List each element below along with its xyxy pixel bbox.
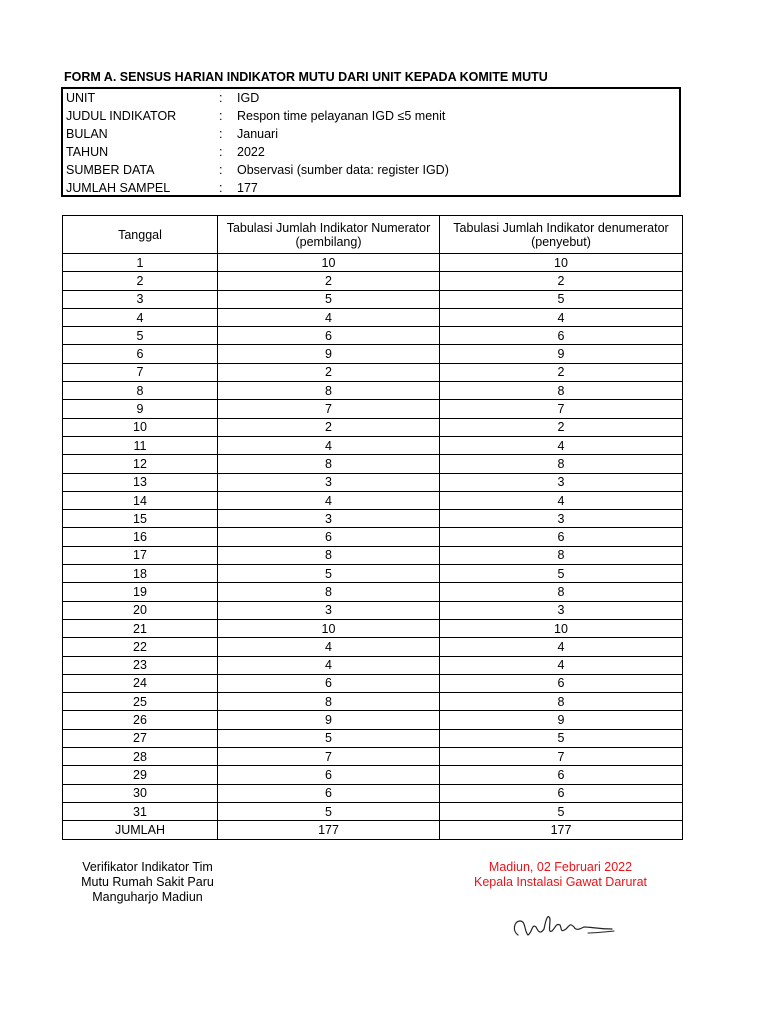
table-row: [63, 802, 683, 820]
info-value: 2022: [237, 145, 265, 160]
info-value: 177: [237, 181, 258, 196]
tanggal-cell: 29: [63, 766, 218, 784]
info-label: JUMLAH SAMPEL: [66, 181, 171, 196]
numerator-cell: 7: [218, 400, 440, 418]
tanggal-cell: 27: [63, 729, 218, 747]
verifier-line1: Verifikator Indikator Tim: [82, 860, 213, 874]
numerator-cell: 6: [218, 766, 440, 784]
denumerator-cell: 4: [440, 491, 683, 509]
info-colon: :: [219, 127, 223, 142]
header-numerator-line1: Tabulasi Jumlah Indikator Numerator: [226, 220, 431, 235]
tanggal-cell: 6: [63, 345, 218, 363]
denumerator-cell: 7: [440, 748, 683, 766]
denumerator-cell: 5: [440, 565, 683, 583]
numerator-cell: 10: [218, 619, 440, 637]
numerator-cell: 4: [218, 656, 440, 674]
denumerator-cell: 10: [440, 254, 683, 272]
tanggal-cell: 24: [63, 674, 218, 692]
header-tanggal: Tanggal: [63, 216, 218, 254]
numerator-cell: 4: [218, 491, 440, 509]
info-label: JUDUL INDIKATOR: [66, 109, 177, 124]
denumerator-cell: 4: [440, 656, 683, 674]
denumerator-cell: 9: [440, 345, 683, 363]
numerator-cell: 5: [218, 290, 440, 308]
numerator-cell: 4: [218, 308, 440, 326]
header-numerator: [218, 216, 440, 254]
tanggal-cell: 5: [63, 327, 218, 345]
denumerator-cell: 2: [440, 363, 683, 381]
info-row: [65, 125, 679, 143]
denumerator-cell: 8: [440, 583, 683, 601]
denumerator-cell: 5: [440, 802, 683, 820]
denumerator-cell: 5: [440, 290, 683, 308]
info-row: [65, 161, 679, 179]
info-value: Januari: [237, 127, 278, 142]
table-row: [63, 290, 683, 308]
signatory-place-date: Madiun, 02 Februari 2022: [488, 860, 633, 874]
info-label: BULAN: [66, 127, 108, 142]
table-row: [63, 693, 683, 711]
numerator-cell: 3: [218, 510, 440, 528]
numerator-cell: 3: [218, 601, 440, 619]
tanggal-cell: 31: [63, 802, 218, 820]
total-row: [63, 821, 683, 839]
numerator-cell: 5: [218, 729, 440, 747]
table-row: [63, 565, 683, 583]
table-row: [63, 711, 683, 729]
table-row: [63, 674, 683, 692]
numerator-cell: 10: [218, 254, 440, 272]
denumerator-cell: 6: [440, 528, 683, 546]
table-row: [63, 382, 683, 400]
denumerator-cell: 8: [440, 693, 683, 711]
numerator-cell: 2: [218, 363, 440, 381]
denumerator-cell: 4: [440, 308, 683, 326]
denumerator-cell: 4: [440, 436, 683, 454]
tanggal-cell: 13: [63, 473, 218, 491]
numerator-cell: 2: [218, 418, 440, 436]
info-value: IGD: [237, 91, 260, 105]
numerator-cell: 7: [218, 748, 440, 766]
tanggal-cell: 8: [63, 382, 218, 400]
table-row: [63, 510, 683, 528]
denumerator-cell: 5: [440, 729, 683, 747]
denumerator-cell: 3: [440, 601, 683, 619]
signatory-position: Kepala Instalasi Gawat Darurat: [473, 875, 647, 889]
info-colon: :: [219, 145, 223, 160]
header-denumerator: [440, 216, 683, 254]
table-row: [63, 729, 683, 747]
total-numerator-cell: 177: [218, 821, 440, 839]
header-numerator-line2: (pembilang): [295, 234, 362, 249]
info-value: Observasi (sumber data: register IGD): [237, 163, 449, 178]
numerator-cell: 6: [218, 674, 440, 692]
verifier-block: [70, 860, 225, 905]
info-label: TAHUN: [66, 145, 109, 160]
verifier-line3: Manguharjo Madiun: [92, 890, 203, 904]
table-row: [63, 473, 683, 491]
tanggal-cell: 30: [63, 784, 218, 802]
table-row: [63, 345, 683, 363]
table-row: [63, 601, 683, 619]
tanggal-cell: 1: [63, 254, 218, 272]
tanggal-cell: 10: [63, 418, 218, 436]
numerator-cell: 6: [218, 784, 440, 802]
table-header-row: [63, 216, 683, 254]
denumerator-cell: 3: [440, 473, 683, 491]
tanggal-cell: 14: [63, 491, 218, 509]
info-colon: :: [219, 181, 223, 196]
numerator-cell: 9: [218, 711, 440, 729]
table-row: [63, 254, 683, 272]
tanggal-cell: 3: [63, 290, 218, 308]
table-row: [63, 436, 683, 454]
numerator-cell: 9: [218, 345, 440, 363]
total-denumerator-cell: 177: [440, 821, 683, 839]
numerator-cell: 6: [218, 327, 440, 345]
tanggal-cell: 4: [63, 308, 218, 326]
numerator-cell: 4: [218, 436, 440, 454]
table-row: [63, 656, 683, 674]
data-table: [62, 215, 683, 840]
tanggal-cell: 16: [63, 528, 218, 546]
denumerator-cell: 8: [440, 382, 683, 400]
tanggal-cell: 21: [63, 619, 218, 637]
total-label-cell: JUMLAH: [63, 821, 218, 839]
numerator-cell: 8: [218, 583, 440, 601]
info-row: [65, 179, 679, 197]
numerator-cell: 8: [218, 455, 440, 473]
numerator-cell: 5: [218, 802, 440, 820]
table-row: [63, 272, 683, 290]
table-row: [63, 363, 683, 381]
signatory-block: [458, 860, 663, 890]
tanggal-cell: 17: [63, 546, 218, 564]
numerator-cell: 4: [218, 638, 440, 656]
info-label: SUMBER DATA: [66, 163, 155, 178]
tanggal-cell: 28: [63, 748, 218, 766]
header-denumerator-line1: Tabulasi Jumlah Indikator denumerator: [453, 220, 669, 235]
info-box: [61, 87, 681, 197]
info-colon: :: [219, 163, 223, 178]
denumerator-cell: 6: [440, 766, 683, 784]
denumerator-cell: 10: [440, 619, 683, 637]
numerator-cell: 6: [218, 528, 440, 546]
info-row: [65, 143, 679, 161]
tanggal-cell: 19: [63, 583, 218, 601]
tanggal-cell: 18: [63, 565, 218, 583]
denumerator-cell: 6: [440, 674, 683, 692]
info-value: Respon time pelayanan IGD ≤5 menit: [237, 109, 446, 124]
denumerator-cell: 2: [440, 272, 683, 290]
info-row: [65, 107, 679, 125]
table-row: [63, 308, 683, 326]
table-row: [63, 766, 683, 784]
numerator-cell: 2: [218, 272, 440, 290]
tanggal-cell: 20: [63, 601, 218, 619]
tanggal-cell: 2: [63, 272, 218, 290]
header-denumerator-line2: (penyebut): [531, 234, 591, 249]
numerator-cell: 8: [218, 546, 440, 564]
table-row: [63, 748, 683, 766]
denumerator-cell: 8: [440, 546, 683, 564]
info-label: UNIT: [66, 91, 96, 105]
numerator-cell: 5: [218, 565, 440, 583]
denumerator-cell: 3: [440, 510, 683, 528]
table-row: [63, 455, 683, 473]
info-colon: :: [219, 91, 223, 105]
verifier-line2: Mutu Rumah Sakit Paru: [81, 875, 214, 889]
table-row: [63, 784, 683, 802]
tanggal-cell: 23: [63, 656, 218, 674]
tanggal-cell: 11: [63, 436, 218, 454]
table-row: [63, 528, 683, 546]
form-title: FORM A. SENSUS HARIAN INDIKATOR MUTU DARI UNIT KEPADA KOMITE MUTU: [64, 70, 548, 84]
tanggal-cell: 15: [63, 510, 218, 528]
table-row: [63, 546, 683, 564]
table-row: [63, 491, 683, 509]
info-colon: :: [219, 109, 223, 124]
table-row: [63, 619, 683, 637]
denumerator-cell: 7: [440, 400, 683, 418]
table-row: [63, 638, 683, 656]
numerator-cell: 8: [218, 693, 440, 711]
denumerator-cell: 9: [440, 711, 683, 729]
denumerator-cell: 6: [440, 784, 683, 802]
tanggal-cell: 26: [63, 711, 218, 729]
numerator-cell: 3: [218, 473, 440, 491]
denumerator-cell: 4: [440, 638, 683, 656]
tanggal-cell: 25: [63, 693, 218, 711]
denumerator-cell: 2: [440, 418, 683, 436]
numerator-cell: 8: [218, 382, 440, 400]
info-row: [65, 89, 679, 107]
table-row: [63, 583, 683, 601]
table-row: [63, 400, 683, 418]
tanggal-cell: 22: [63, 638, 218, 656]
tanggal-cell: 9: [63, 400, 218, 418]
denumerator-cell: 6: [440, 327, 683, 345]
denumerator-cell: 8: [440, 455, 683, 473]
tanggal-cell: 12: [63, 455, 218, 473]
signature-icon: [510, 905, 620, 941]
tanggal-cell: 7: [63, 363, 218, 381]
table-row: [63, 327, 683, 345]
table-row: [63, 418, 683, 436]
